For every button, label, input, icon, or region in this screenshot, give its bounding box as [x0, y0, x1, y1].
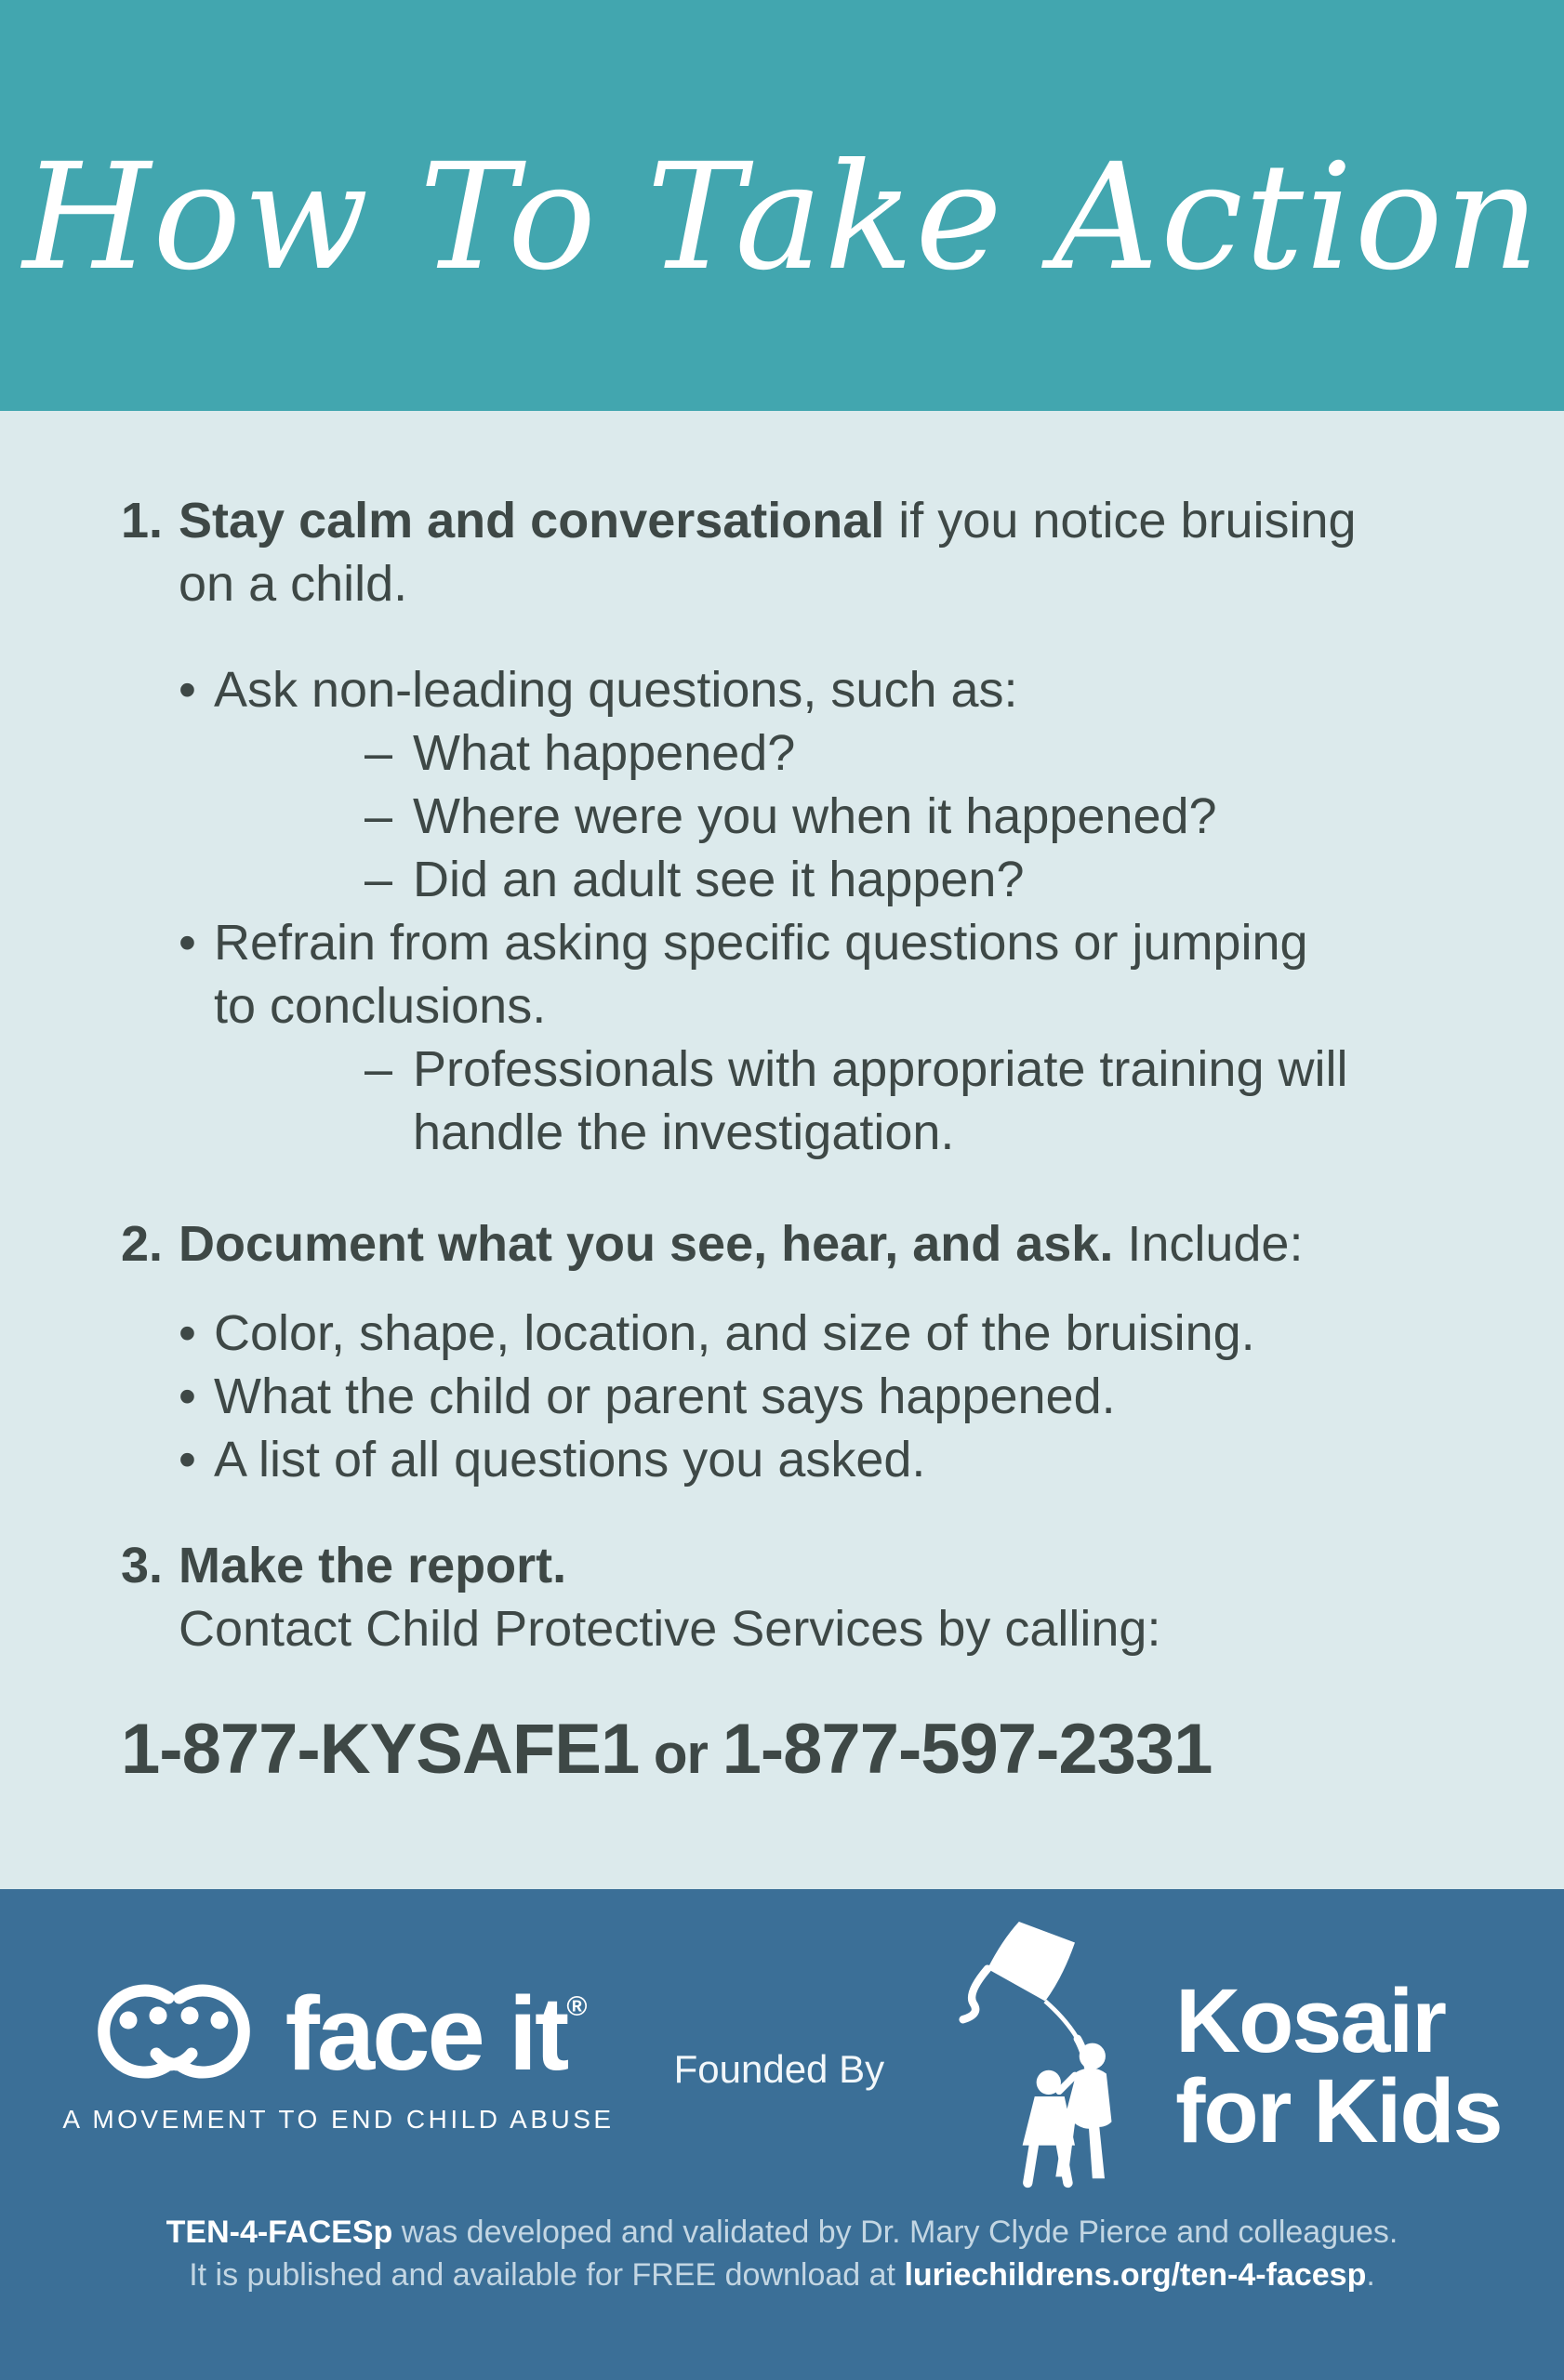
logo-row: [0, 1889, 1564, 2170]
sub-item: [364, 721, 1490, 785]
footer-note-line-2-end: .: [1366, 2257, 1375, 2293]
faceit-spiral-faces-icon: [90, 1975, 258, 2093]
sub-text: Where were you when it happened?: [413, 788, 1217, 844]
step-1-heading-text: [179, 489, 1490, 615]
founded-by-label: Founded By: [673, 2047, 885, 2091]
bullet-text-line-2: to conclusions.: [214, 978, 547, 1034]
bullet-text-line-1: Refrain from asking specific questions or jumping: [214, 915, 1308, 971]
poster-title: How To Take Action: [22, 132, 1542, 303]
content-area: [0, 411, 1564, 1889]
dash-icon: –: [364, 788, 393, 844]
faceit-name: face it: [285, 1975, 567, 2092]
bullet-item: [179, 1428, 1490, 1491]
header-band: [0, 0, 1564, 411]
bullet-text: A list of all questions you asked.: [214, 1432, 926, 1488]
step-1-heading-line-1: [179, 489, 1490, 552]
bullet-text: Color, shape, location, and size of the bruising.: [214, 1305, 1255, 1361]
sub-text-line-2: handle the investigation.: [413, 1104, 955, 1160]
step-2-bullets: [179, 1302, 1490, 1491]
step-2-heading-rest: Include:: [1113, 1216, 1304, 1272]
step-1-heading: [121, 489, 1490, 615]
footer-note: [0, 2211, 1564, 2296]
faceit-tagline: A MOVEMENT TO END CHILD ABUSE: [62, 2104, 615, 2134]
step-1-bullets: [179, 658, 1490, 1164]
faceit-logo-top: [90, 1974, 588, 2094]
bullet-icon: •: [179, 915, 196, 971]
step-3-heading-line-1: [179, 1534, 1490, 1597]
sub-item: [364, 848, 1490, 911]
step-2-heading-bold: Document what you see, hear, and ask.: [179, 1216, 1114, 1272]
kosair-wordmark-line-1: Kosair: [1175, 1969, 1446, 2071]
footer-note-line-2-pre: It is published and available for FREE download at: [189, 2257, 905, 2293]
sub-text: What happened?: [413, 725, 796, 781]
ten4-facesp-label: TEN-4-FACESp: [166, 2215, 393, 2250]
bullet-text: [214, 911, 1308, 1038]
step-1: [121, 489, 1490, 1164]
sub-text: Did an adult see it happen?: [413, 852, 1025, 907]
sub-item: [364, 785, 1490, 848]
step-1-heading-line-2: on a child.: [179, 556, 408, 612]
bullet-icon: •: [179, 1368, 196, 1424]
bullet-text: What the child or parent says happened.: [214, 1368, 1116, 1424]
bullet-icon: •: [179, 1305, 196, 1361]
kosair-logo: [944, 1912, 1501, 2196]
step-3-number: 3.: [121, 1538, 164, 1593]
footer-band: [0, 1889, 1564, 2380]
step-2-number: 2.: [121, 1216, 164, 1272]
registered-trademark-symbol: ®: [566, 1990, 588, 2022]
footer-note-line-1: [0, 2211, 1564, 2254]
step-2-heading: [121, 1212, 1490, 1276]
bullet-icon: •: [179, 662, 196, 718]
phone-or-text: or: [639, 1723, 722, 1785]
step-3-heading: [121, 1534, 1490, 1660]
dash-icon: –: [364, 1041, 393, 1097]
kosair-wordmark: [1175, 1969, 1502, 2162]
bullet-item: [179, 911, 1490, 1038]
phone-number-digits: 1-877-597-2331: [722, 1710, 1213, 1789]
sub-text: [413, 1038, 1348, 1164]
step-3: [121, 1534, 1490, 1801]
bullet-text: Ask non-leading questions, such as:: [214, 662, 1018, 718]
step-2-heading-line-1: [179, 1212, 1490, 1276]
kosair-wordmark-line-2: for Kids: [1175, 2059, 1502, 2162]
sub-item: [364, 1038, 1490, 1164]
step-1-heading-rest: if you notice bruising: [884, 493, 1357, 549]
bullet-item: [179, 1302, 1490, 1365]
cps-phone-numbers: [121, 1703, 1490, 1801]
bullet-item: [179, 1365, 1490, 1428]
step-3-heading-line-2: Contact Child Protective Services by calling:: [179, 1601, 1161, 1657]
bullet-item: [179, 658, 1490, 721]
step-3-heading-text: [179, 1534, 1490, 1660]
footer-note-line-2: [0, 2254, 1564, 2296]
footer-note-line-1-rest: was developed and validated by Dr. Mary Clyde Pierce and colleagues.: [392, 2215, 1398, 2250]
bullet-icon: •: [179, 1432, 196, 1488]
children-flying-kite-icon: [944, 1912, 1162, 2196]
step-1-number: 1.: [121, 493, 164, 549]
step-2: [121, 1212, 1490, 1491]
step-1-heading-bold: Stay calm and conversational: [179, 493, 885, 549]
dash-icon: –: [364, 852, 393, 907]
phone-number-kysafe1: 1-877-KYSAFE1: [121, 1710, 640, 1789]
dash-icon: –: [364, 725, 393, 781]
faceit-logo: [62, 1974, 614, 2135]
faceit-wordmark: [285, 1974, 588, 2094]
download-url: luriechildrens.org/ten-4-facesp: [904, 2257, 1367, 2293]
step-2-heading-text: [179, 1212, 1490, 1276]
sub-text-line-1: Professionals with appropriate training will: [413, 1041, 1348, 1097]
step-3-heading-bold: Make the report.: [179, 1538, 567, 1593]
